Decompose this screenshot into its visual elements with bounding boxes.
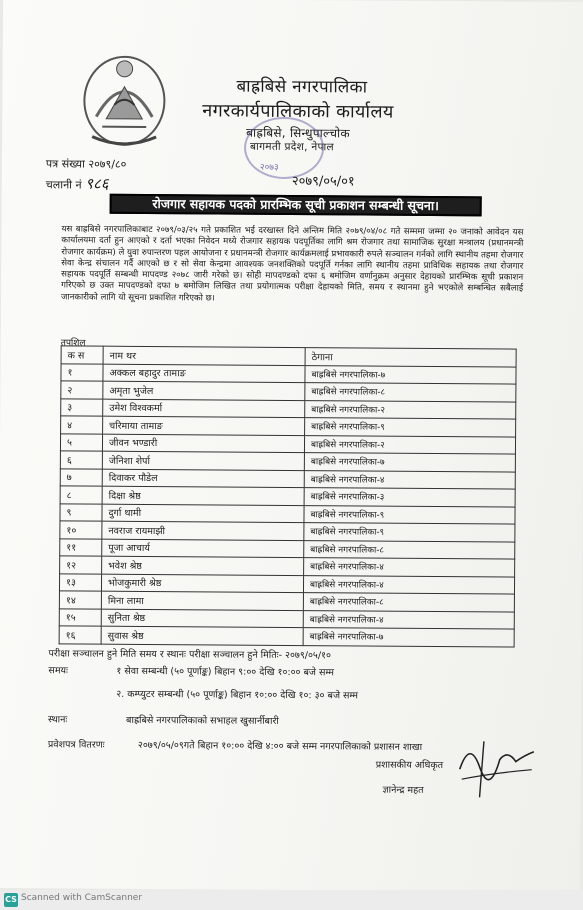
cell-name: दुर्गा थामी bbox=[102, 504, 304, 523]
cell-address: बाह्रबिसे नगरपालिका-८ bbox=[304, 540, 515, 559]
cell-name: पूजा आचार्य bbox=[102, 539, 304, 558]
cell-name: मिना लामा bbox=[101, 591, 303, 610]
cell-serial: ३ bbox=[61, 398, 103, 416]
time-slot-1: १ सेवा सम्बन्धी (५० पूर्णाङ्क) बिहान ९:०० देखि १०:०० बजे सम्म bbox=[116, 665, 334, 679]
admit-card-label: प्रवेशपत्र वितरणः bbox=[47, 739, 105, 751]
cell-name: जेनिशा शेर्पा bbox=[102, 451, 304, 470]
cell-address: बाह्रबिसे नगरपालिका-७ bbox=[304, 453, 515, 472]
cell-serial: १२ bbox=[60, 556, 102, 574]
admit-card-value: २०७९/०५/०९गते बिहान १०:०० देखि ४:०० बजे सम्म नगरपालिकाको प्रशासन शाखा bbox=[137, 739, 423, 753]
cell-serial: १३ bbox=[59, 573, 101, 591]
official-stamp bbox=[244, 117, 324, 180]
cell-name: दिवाकर पौडेल bbox=[102, 469, 304, 488]
municipality-name: बाह्रबिसे नगरपालिका bbox=[236, 76, 368, 98]
cell-name: जीवन भण्डारी bbox=[102, 434, 304, 453]
cell-serial: १५ bbox=[59, 608, 101, 626]
cell-address: बाह्रबिसे नगरपालिका-२ bbox=[304, 435, 515, 454]
cell-name: नवराज रायमाझी bbox=[102, 521, 304, 540]
cell-address: बाह्रबिसे नगरपालिका-४ bbox=[304, 470, 515, 489]
cell-name: सुनिता श्रेष्ठ bbox=[101, 609, 303, 628]
time-label: समयः bbox=[48, 665, 69, 677]
cell-address: बाह्रबिसे नगरपालिका-८ bbox=[303, 593, 514, 612]
cell-serial: ५ bbox=[60, 433, 102, 451]
cell-name: उमेश विश्वकर्मा bbox=[103, 399, 305, 418]
exam-date-line: परीक्षा सञ्चालन हुने मिति समय र स्थानः परीक्षा सञ्चालन हुने मितिः- २०७९/०५/१० bbox=[48, 648, 331, 662]
signatory-name: ज्ञानेन्द्र महत bbox=[382, 784, 424, 796]
table-body bbox=[59, 363, 516, 646]
cell-serial: १६ bbox=[59, 626, 101, 644]
cell-address: बाह्रबिसे नगरपालिका-४ bbox=[303, 575, 514, 594]
table-row bbox=[59, 626, 514, 647]
cell-address: बाह्रबिसे नगरपालिका-४ bbox=[303, 610, 514, 629]
cell-serial: ९ bbox=[60, 503, 102, 521]
dispatch-value: ९८६ bbox=[85, 174, 109, 193]
notice-body: यस बाह्रबिसे नगरपालिकाबाट २०७९/०३/२५ गते प्रकाशित भई दरखास्त दिने अन्तिम मिति २०७९/०४/०८ गते सम्ममा जम्मा २० जनाको आवेदन यस कार्यालयमा दर्ता हुन आएको र दर्ता भएका निवेदन मध्ये रोजगार सहायक पदपूर्तिका लागि श्रम रोजगार तथा सामाजिक सुरक्षा मन्त्रालय (प्रधानमन्त्री रोजगार कार्यक्रम) ले युवा रुपान्तरण पहल आयोजना र प्रधानमन्त्री रोजगार कार्यक्रमलाई प्रभावकारी रुपले सञ्चालन गर्नको लागि स्थानीय तहमा रोजगार सेवा केन्द्र संचालन गर्दै आएको छ र सो सेवा केन्द्रमा आवश्यक जनशक्तिको पदपूर्ति गर्नका लागि स्थानीय तहमा प्राविधिक सहायक तथा रोजगार सहायक पदपूर्ति सम्बन्धी मापदण्ड २०७८ जारी गरेको छ। सोही मापदण्डको दफा ६ बमोजिम वर्णानुक्रम अनुसार देहायको प्रारम्भिक सूची प्रकाशन गरिएको छ उक्त मापदण्डको दफा ७ बमोजिम लिखित तथा प्रयोगात्मक परीक्षा देहायको मिति, समय र स्थानमा हुने भएकोले सम्बन्धित सबैलाई जानकारीको लागि यो सूचना प्रकाशित गरिएको छ। bbox=[60, 224, 524, 304]
camscanner-text: Scanned with CamScanner bbox=[21, 893, 143, 903]
column-header-address: ठेगाना bbox=[305, 348, 516, 367]
signatory-title: प्रशासकीय अधिकृत bbox=[375, 759, 444, 772]
column-header-serial: क स bbox=[61, 346, 103, 364]
column-header-name: नाम थर bbox=[103, 346, 305, 365]
cell-address: बाह्रबिसे नगरपालिका-९ bbox=[305, 418, 516, 437]
signature-icon bbox=[450, 729, 540, 800]
cell-address: बाह्रबिसे नगरपालिका-३ bbox=[304, 488, 515, 507]
cell-serial: ११ bbox=[60, 538, 102, 556]
letter-date: २०७९/०५/०१ bbox=[291, 173, 355, 190]
cell-serial: २ bbox=[61, 381, 103, 399]
cell-serial: ८ bbox=[60, 486, 102, 504]
stamp-text: २०७३ bbox=[259, 162, 279, 173]
time-slot-2: २. कम्प्युटर सम्बन्धी (५० पूर्णाङ्क) बिहान १०:०० देखि १०: ३० बजे सम्म bbox=[116, 688, 359, 702]
office-province: बागमती प्रदेश, नेपाल bbox=[250, 140, 334, 154]
cell-name: अक्कल बहादुर तामाङ bbox=[103, 364, 305, 383]
cell-serial: १ bbox=[61, 363, 103, 381]
table-caption: तपशिल bbox=[60, 338, 86, 349]
cell-name: अमृता भुजेल bbox=[103, 381, 305, 400]
place-value: बाह्रबिसे नगरपालिकाको सभाहल खुसार्नीबारी bbox=[126, 714, 279, 727]
cell-address: बाह्रबिसे नगरपालिका-७ bbox=[305, 365, 516, 384]
cell-name: दिक्षा श्रेष्ठ bbox=[102, 486, 304, 505]
cell-serial: ४ bbox=[61, 416, 103, 434]
cell-name: भोजकुमारी श्रेष्ठ bbox=[101, 574, 303, 593]
cell-serial: ७ bbox=[60, 468, 102, 486]
cell-name: चरिमाया तामाङ bbox=[103, 416, 305, 435]
place-label: स्थानः bbox=[48, 714, 68, 726]
camscanner-logo: CS bbox=[4, 893, 18, 907]
cell-address: बाह्रबिसे नगरपालिका-९ bbox=[304, 523, 515, 542]
office-address: बाह्रबिसे, सिन्धुपाल्चोक bbox=[246, 125, 350, 141]
scanner-footer bbox=[0, 890, 583, 910]
cell-serial: १० bbox=[60, 521, 102, 539]
cell-name: भवेश श्रेष्ठ bbox=[102, 556, 304, 575]
cell-address: बाह्रबिसे नगरपालिका-८ bbox=[305, 383, 516, 402]
dispatch-number bbox=[46, 173, 109, 193]
office-name: नगरकार्यपालिकाको कार्यालय bbox=[202, 100, 394, 123]
nepal-emblem-icon bbox=[76, 46, 173, 151]
cell-address: बाह्रबिसे नगरपालिका-२ bbox=[305, 400, 516, 419]
cell-address: बाह्रबिसे नगरपालिका-७ bbox=[303, 628, 514, 647]
dispatch-label: चलानी नं bbox=[45, 178, 82, 192]
cell-name: सुवास श्रेष्ठ bbox=[101, 626, 303, 645]
cell-address: बाह्रबिसे नगरपालिका-९ bbox=[304, 505, 515, 524]
cell-serial: १४ bbox=[59, 591, 101, 609]
letter-number: पत्र संख्या २०७९/८० bbox=[45, 157, 127, 171]
cell-serial: ६ bbox=[60, 451, 102, 469]
candidate-table bbox=[59, 345, 517, 647]
notice-title: रोजगार सहायक पदको प्रारम्भिक सूची प्रकाशन सम्बन्धी सूचना। bbox=[110, 194, 482, 217]
cell-address: बाह्रबिसे नगरपालिका-४ bbox=[304, 558, 515, 577]
